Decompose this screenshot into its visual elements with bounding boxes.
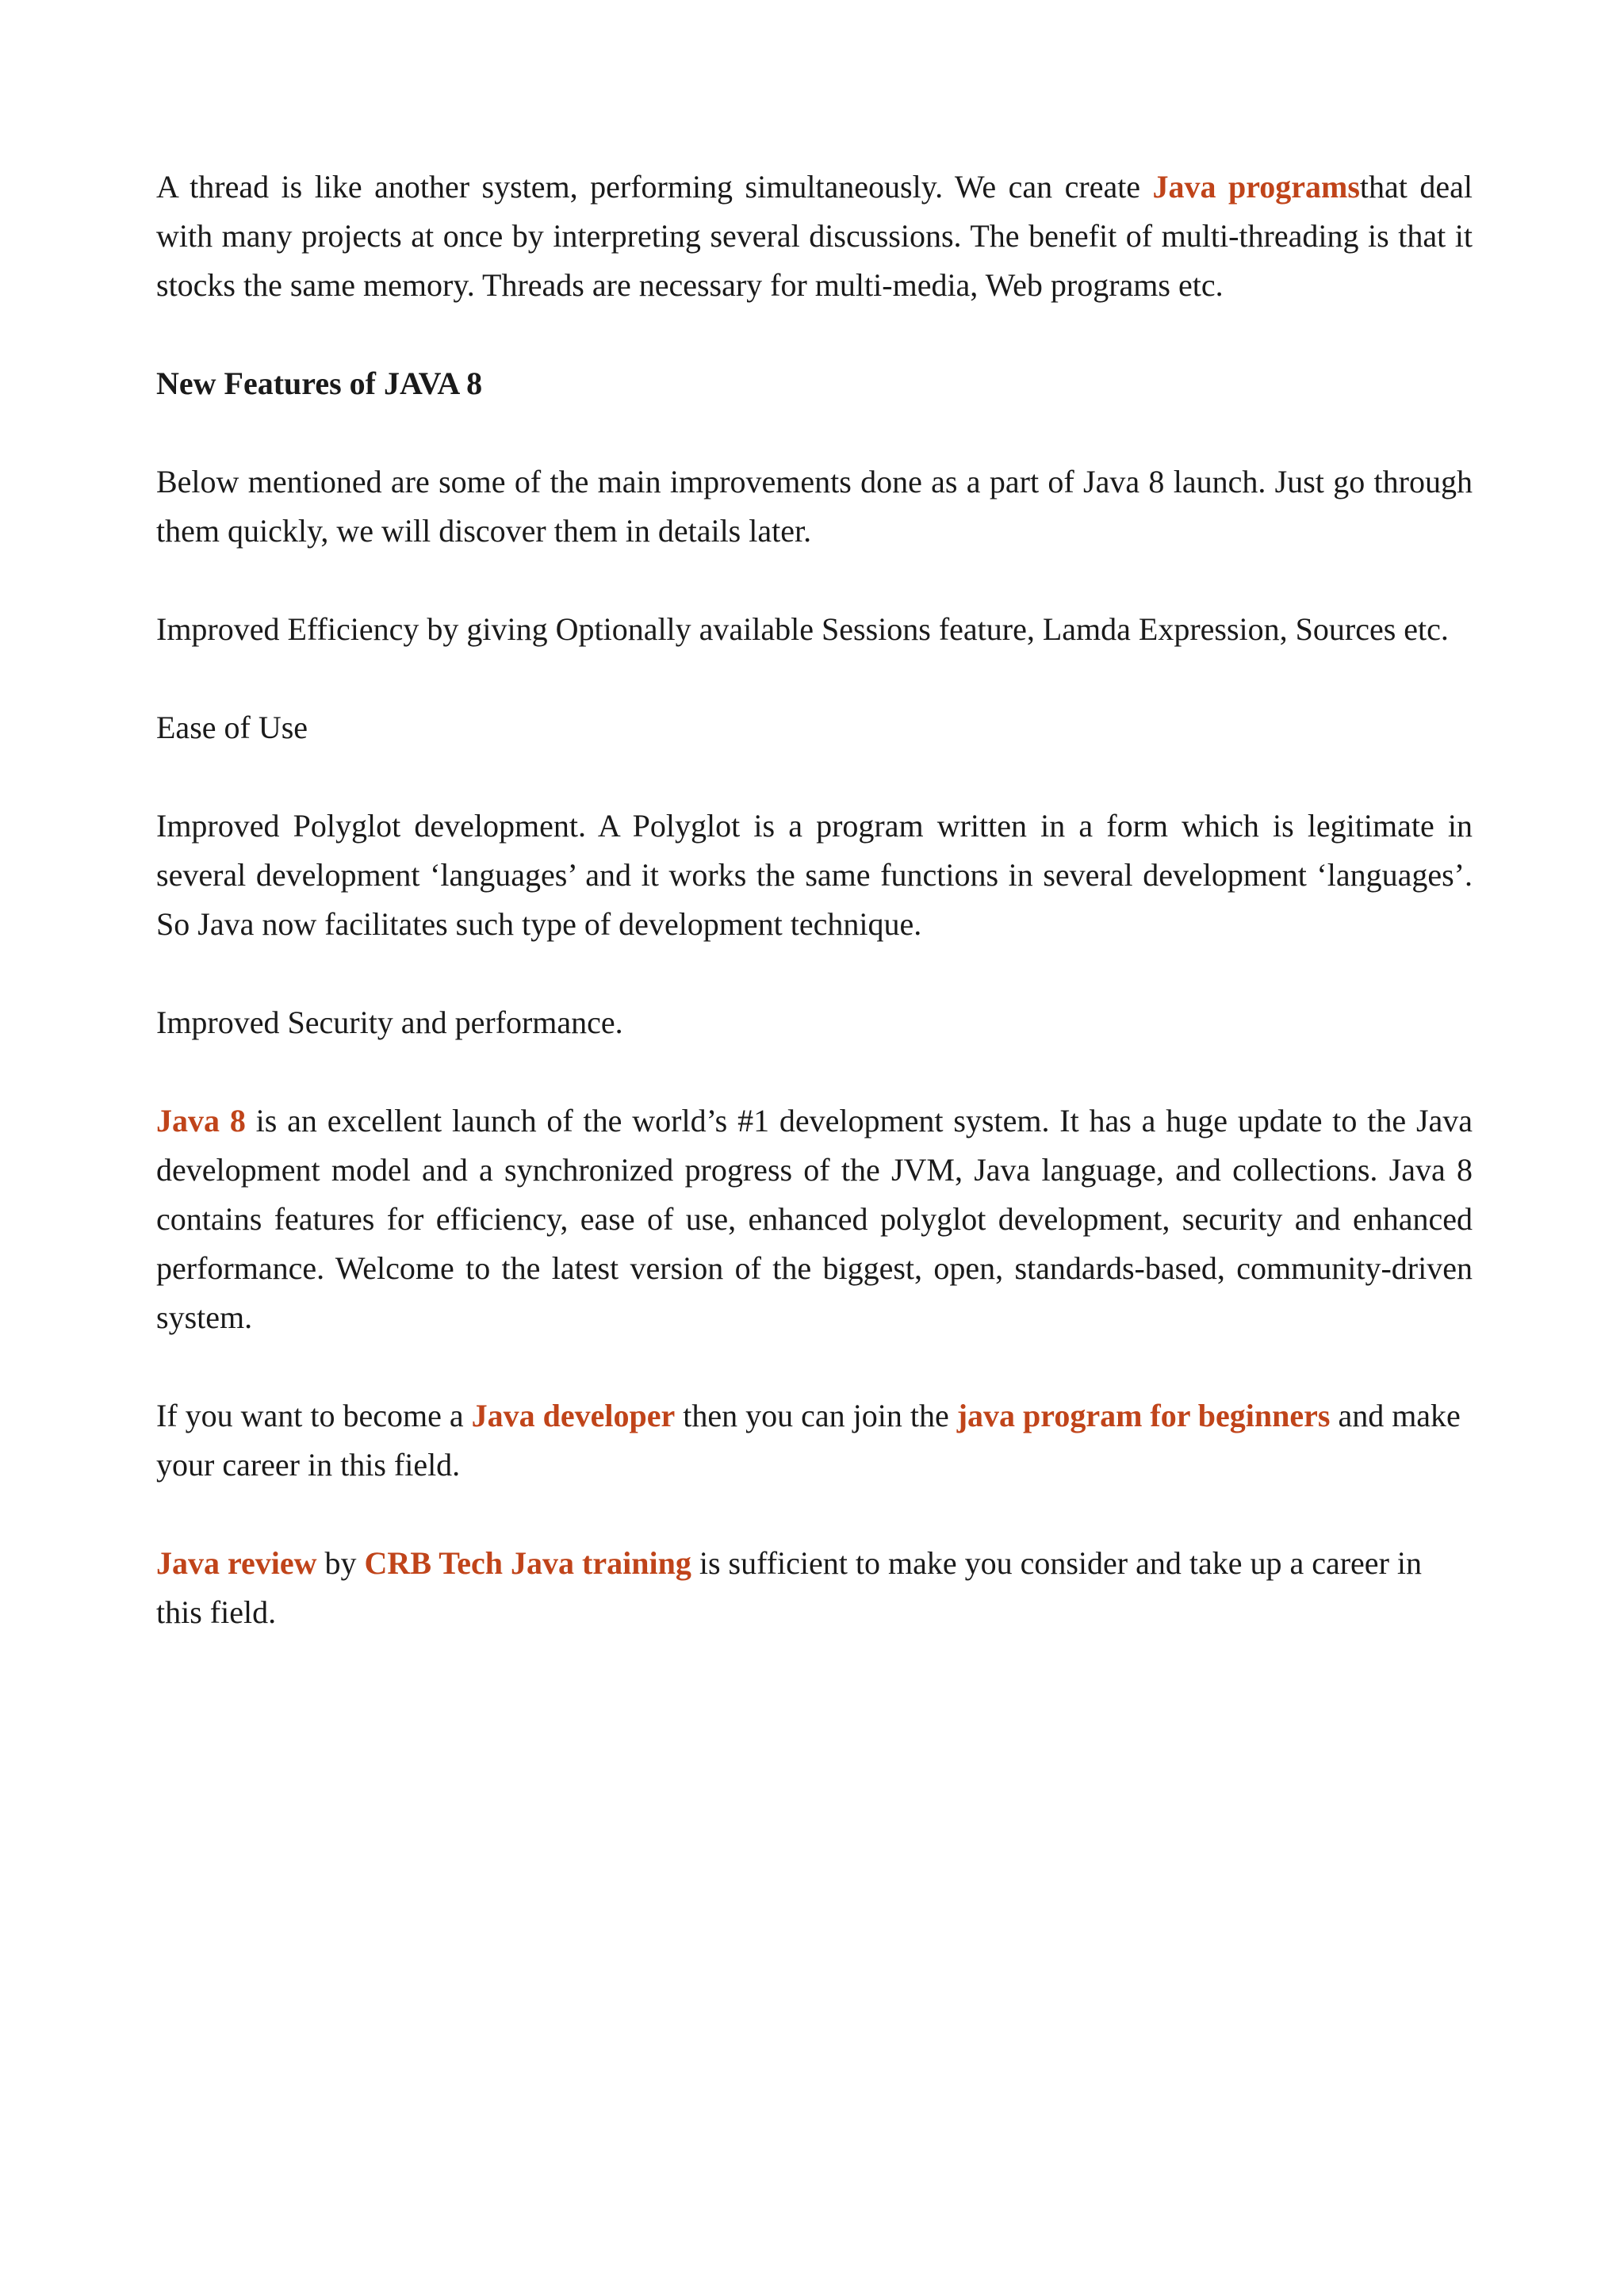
paragraph-efficiency: Improved Efficiency by giving Optionally available Sessions feature, Lamda Expression, Sources etc. — [156, 611, 1449, 647]
link-java-programs[interactable]: Java programs — [1152, 169, 1360, 205]
paragraph-threads — [156, 163, 1473, 310]
link-crb-tech-java-training[interactable]: CRB Tech Java training — [364, 1545, 691, 1581]
section-heading: New Features of JAVA 8 — [156, 365, 483, 401]
link-java-developer[interactable]: Java developer — [471, 1398, 676, 1433]
paragraph-security: Improved Security and performance. — [156, 1004, 623, 1040]
paragraph-career — [156, 1391, 1473, 1490]
paragraph-ease-of-use: Ease of Use — [156, 710, 308, 745]
paragraph-text: is an excellent launch of the world’s #1 development system. It has a huge update to the Java development model and a synchronized progress of the JVM, Java language, and collections. Java 8 contains features for efficiency, ease of use, enhanced polyglot development, security and enhanced performance. Welcome to the latest version of the biggest, open, standards-based, community-driven system. — [156, 1103, 1473, 1335]
paragraph-text: that deal with many projects at once by interpreting several discussions. The benefit of multi-threading is that it stocks the same memory. Threads are necessary for multi-media, Web programs etc. — [156, 169, 1473, 303]
link-java-review[interactable]: Java review — [156, 1545, 317, 1581]
paragraph-java8-launch — [156, 1096, 1473, 1342]
paragraph-text: A thread is like another system, performing simultaneously. We can create — [156, 169, 1153, 205]
paragraph-text: then you can join the — [675, 1398, 957, 1433]
paragraph-text: is sufficient to make you consider and take up a career in this field. — [156, 1545, 1422, 1630]
link-java-program-for-beginners[interactable]: java program for beginners — [956, 1398, 1331, 1433]
paragraph-text: by — [316, 1545, 365, 1581]
paragraph-text: and make your career in this field. — [156, 1398, 1461, 1483]
link-java-8[interactable]: Java 8 — [156, 1103, 246, 1138]
paragraph-review — [156, 1539, 1473, 1637]
document-body — [156, 163, 1473, 1686]
paragraph-polyglot: Improved Polyglot development. A Polyglot is a program written in a form which is legitimate in several development ‘languages’ and it works the same functions in several development ‘languages’. So Java now facilitates such type of development technique. — [156, 808, 1473, 942]
paragraph-text: If you want to become a — [156, 1398, 472, 1433]
paragraph-improvements: Below mentioned are some of the main improvements done as a part of Java 8 launch. Just go through them quickly, we will discover them in details later. — [156, 464, 1473, 549]
